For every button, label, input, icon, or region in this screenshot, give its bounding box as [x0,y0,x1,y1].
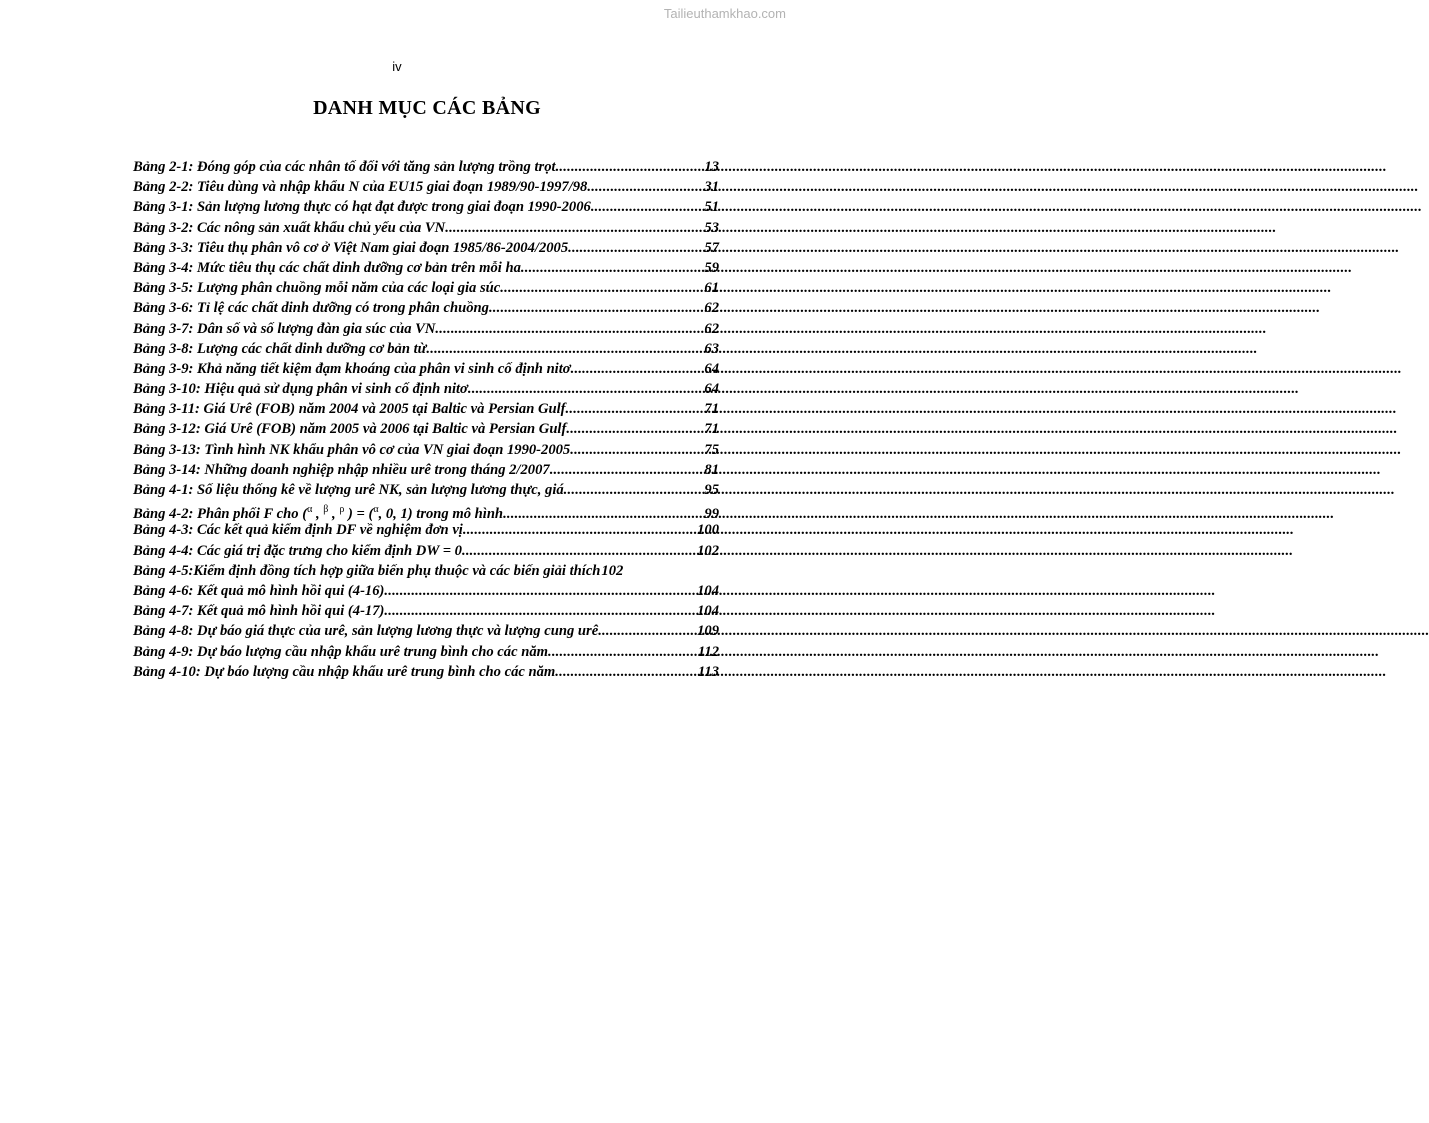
dot-leader [570,440,703,460]
toc-page-number: 53 [704,219,719,236]
toc-entry[interactable] [133,480,719,500]
toc-entry[interactable] [133,258,719,278]
toc-page-number: 100 [697,522,719,539]
dot-leader [500,278,703,298]
toc-entry-title: Bảng 3-1: Sản lượng lương thực có hạt đạt được trong giai đoạn 1990-2006 [133,199,591,216]
dot-leader [571,359,704,379]
table-list [133,157,719,682]
toc-entry-title: Bảng 4-6: Kết quả mô hình hồi qui (4-16) [133,582,385,599]
toc-entry[interactable] [133,642,719,662]
toc-entry-title: Bảng 4-2: Phân phối F cho ($^\alpha$ , $^\beta$ , $^\rho$ ) = ($^\alpha$, 0, 1) trong mô hình [133,504,504,523]
toc-entry[interactable] [133,339,719,359]
toc-entry-title: Bảng 4-8: Dự báo giá thực của urê, sản lượng lương thực và lượng cung urê [133,623,599,640]
toc-entry-title: Bảng 2-2: Tiêu dùng và nhập khẩu N của EU15 giai đoạn 1989/90-1997/98 [133,179,588,196]
toc-entry-title: Bảng 4-3: Các kết quả kiểm định DF về nghiệm đơn vị [133,522,463,539]
toc-entry[interactable] [133,218,719,238]
watermark: Tailieuthamkhao.com [663,6,786,21]
dot-leader [568,238,703,258]
toc-page-number: 31 [704,179,719,196]
toc-entry[interactable] [133,601,719,621]
toc-entry-title: Bảng 3-10: Hiệu quả sử dụng phân vi sinh cố định nitơ [133,381,468,398]
toc-entry[interactable] [133,298,719,318]
toc-page-number: 13 [704,159,719,175]
toc-entry[interactable] [133,278,719,298]
toc-page-number: 51 [704,199,719,216]
dot-leader [384,581,696,601]
toc-entry[interactable] [133,399,719,419]
toc-entry-title: Bảng 3-12: Giá Urê (FOB) năm 2005 và 2006 tại Baltic và Persian Gulf [133,421,567,438]
dot-leader [566,399,704,419]
toc-entry-title: Bảng 3-5: Lượng phân chuồng mỗi năm của các loại gia súc [133,280,501,297]
toc-entry[interactable] [133,177,719,197]
toc-page-number: 99 [704,506,719,523]
dot-leader [598,621,696,641]
toc-page-number: 59 [704,259,719,276]
greek-symbol: α [373,504,379,516]
toc-entry[interactable] [133,581,719,601]
toc-page-number: 57 [704,239,719,256]
toc-page-number: 62 [704,300,719,317]
dot-leader [564,480,704,500]
toc-entry[interactable] [133,197,719,217]
dot-leader [591,197,704,217]
toc-page-number: 109 [697,623,719,640]
dot-leader [555,662,697,682]
toc-entry-title: Bảng 4-10: Dự báo lượng cầu nhập khẩu urê trung bình cho các năm [133,663,556,680]
toc-entry-title: Bảng 3-2: Các nông sản xuất khẩu chủ yếu của VN [133,219,446,236]
toc-entry-title: Bảng 3-3: Tiêu thụ phân vô cơ ở Việt Nam giai đoạn 1985/86-2004/2005 [133,239,569,256]
toc-entry-title: Bảng 3-11: Giá Urê (FOB) năm 2004 và 2005 tại Baltic và Persian Gulf [133,401,566,418]
dot-leader [587,177,703,197]
toc-page-number: 112 [697,643,719,660]
toc-entry[interactable] [133,662,719,682]
toc-entry-title: Bảng 4-4: Các giá trị đặc trưng cho kiểm định DW = 0 [133,542,462,559]
dot-leader [468,379,704,399]
toc-page-number: 64 [704,381,719,398]
toc-page-number: 62 [704,320,719,337]
toc-entry-title: Bảng 2-1: Đóng góp của các nhân tố đối với tăng sản lượng trồng trọt [133,159,556,175]
page-title: DANH MỤC CÁC BẢNG [313,97,541,119]
toc-entry[interactable] [133,419,719,439]
toc-entry-title: Bảng 4-7: Kết quả mô hình hồi qui (4-17) [133,603,385,620]
toc-page-number: 75 [704,441,719,458]
greek-symbol: α [307,504,313,516]
toc-entry-title: Bảng 3-6: Tỉ lệ các chất dinh dưỡng có trong phân chuồng [133,300,489,317]
dot-leader [384,601,696,621]
toc-page-number: 113 [697,663,719,680]
toc-entry-title: Bảng 3-9: Khả năng tiết kiệm đạm khoáng của phân vi sinh cố định nitơ [133,360,571,377]
toc-entry[interactable] [133,379,719,399]
toc-entry[interactable] [133,319,719,339]
toc-entry-title: Bảng 4-5:Kiểm định đồng tích hợp giữa biến phụ thuộc và các biến giải thích [133,562,601,579]
dot-leader [550,460,704,480]
toc-page-number: 102 [601,562,624,579]
toc-entry[interactable] [133,520,719,540]
toc-entry[interactable] [133,359,719,379]
toc-entry[interactable] [133,440,719,460]
greek-symbol: β [323,504,329,516]
dot-leader [426,339,703,359]
dot-leader [462,541,696,561]
toc-entry-title: Bảng 3-13: Tình hình NK khẩu phân vô cơ của VN giai đoạn 1990-2005 [133,441,571,458]
toc-page-number: 104 [697,603,719,620]
toc-entry-title: Bảng 4-1: Số liệu thống kê về lượng urê NK, sản lượng lương thực, giá [133,482,564,498]
toc-entry-title: Bảng 3-7: Dân số và số lượng đàn gia súc của VN [133,320,436,337]
toc-page-number: 104 [697,582,719,599]
toc-entry[interactable] [133,621,719,641]
dot-leader [489,298,703,318]
toc-entry-title: Bảng 4-9: Dự báo lượng cầu nhập khẩu urê trung bình cho các năm [133,643,548,660]
toc-entry[interactable] [133,541,719,561]
toc-entry[interactable] [133,157,719,177]
toc-entry-title: Bảng 3-8: Lượng các chất dinh dưỡng cơ bản từ [133,340,427,357]
page-number: iv [392,59,402,74]
toc-entry[interactable] [133,500,719,523]
dot-leader [566,419,703,439]
toc-page-number: 63 [704,340,719,357]
dot-leader [556,157,704,177]
dot-leader [463,520,696,540]
toc-page-number: 71 [704,401,719,418]
toc-entry[interactable] [133,460,719,480]
toc-page-number: 64 [704,360,719,377]
greek-symbol: ρ [339,504,345,516]
dot-leader [521,258,704,278]
toc-entry[interactable] [133,238,719,258]
toc-page-number: 102 [697,542,719,559]
toc-page-number: 95 [704,482,719,498]
toc-page-number: 81 [704,461,719,478]
toc-entry-title: Bảng 3-4: Mức tiêu thụ các chất dinh dưỡng cơ bản trên mỗi ha [133,259,521,276]
dot-leader [548,642,697,662]
dot-leader [435,319,703,339]
toc-entry[interactable] [133,561,719,581]
toc-page-number: 71 [704,421,719,438]
dot-leader [445,218,703,238]
toc-page-number: 61 [704,280,719,297]
toc-entry-title: Bảng 3-14: Những doanh nghiệp nhập nhiều urê trong tháng 2/2007 [133,461,550,478]
